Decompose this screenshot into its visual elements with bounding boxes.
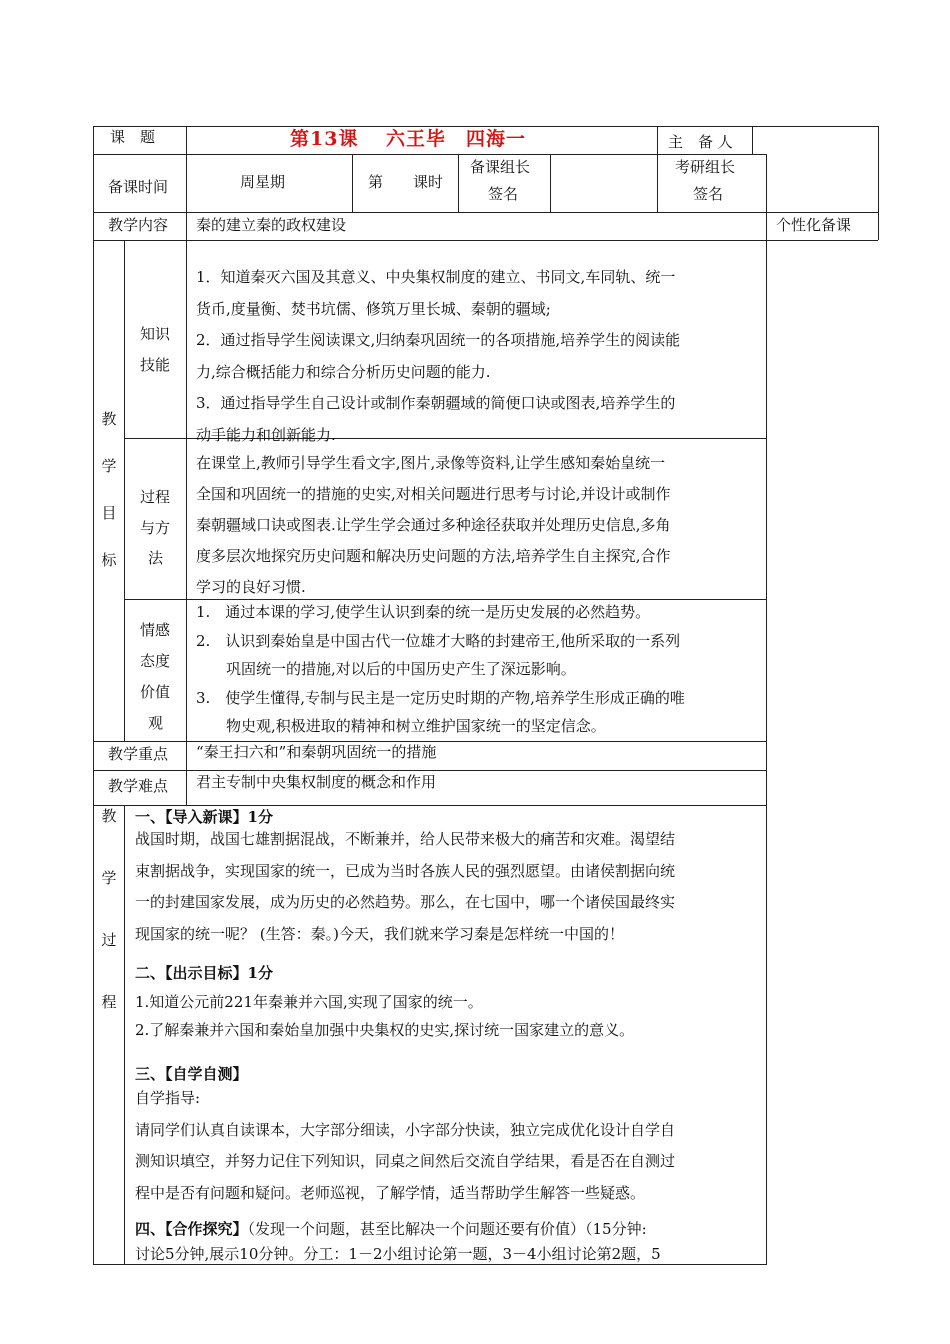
- key-point-label: 教学重点: [108, 745, 169, 763]
- col-line-a: [186, 126, 187, 212]
- process-text: [196, 448, 671, 603]
- emotion-label-1: 情感: [140, 621, 171, 639]
- prep-time-label: 备课时间: [108, 178, 169, 196]
- section-1-line: 现国家的统一呢？ (生答：秦。)今天，我们就来学习秦是怎样统一中国的！: [135, 924, 624, 943]
- knowledge-line: 动手能力和创新能力.: [196, 425, 336, 444]
- emotion-line: 巩固统一的措施,对以后的中国历史产生了深远影响。: [196, 660, 576, 678]
- objectives-label-char: 目: [101, 504, 117, 522]
- section-2-line: 1.知道公元前221年秦兼并六国,实现了国家的统一。: [135, 993, 483, 1011]
- section-3-line: 自学指导:: [135, 1089, 201, 1107]
- week-label: 周星期: [240, 173, 286, 191]
- section-4-heading: 四、【合作探究】（发现一个问题，甚至比解决一个问题还要有价值）（15分钟:: [135, 1220, 647, 1238]
- process-section-label: [97, 806, 121, 1054]
- process-line: 在课堂上,教师引导学生看文字,图片,录像等资料,让学生感知秦始皇统一: [196, 454, 666, 472]
- process-line: 全国和巩固统一的措施的史实,对相关问题进行思考与讨论,并设计或制作: [196, 485, 671, 503]
- knowledge-label-1: 知识: [140, 325, 171, 343]
- col-line-g: [186, 212, 187, 240]
- section-2-text: [135, 988, 634, 1044]
- section-3-line: 测知识填空，并努力记住下列知识，同桌之间然后交流自学结果，看是否在自测过: [135, 1152, 676, 1170]
- section-1-line: 战国时期，战国七雄割据混战，不断兼并，给人民带来极大的痛苦和灾难。渴望结: [135, 830, 676, 848]
- process-label-2: 与方: [140, 519, 171, 537]
- process-line: 学习的良好习惯.: [196, 578, 306, 596]
- section-4-line: 讨论5分钟,展示10分钟。分工：1－2小组讨论第一题，3－4小组讨论第2题，5: [135, 1245, 661, 1263]
- section-3-line: 请同学们认真自读课本，大字部分细读，小字部分快读，独立完成优化设计自学自: [135, 1120, 676, 1139]
- row-line-2: [93, 212, 878, 213]
- knowledge-text: [196, 262, 680, 451]
- group-leader-label-1: 备课组长: [470, 158, 531, 176]
- row-line-3: [93, 240, 878, 241]
- objectives-label-char: 教: [101, 410, 117, 428]
- row-line-7: [93, 770, 767, 771]
- col-line-h: [124, 240, 125, 741]
- process-section-label-char: 学: [101, 869, 117, 887]
- process-line: 度多层次地探究历史问题和解决历史问题的方法,培养学生自主探究,合作: [196, 547, 671, 565]
- objectives-label-char: 标: [101, 551, 117, 569]
- section-3-heading: 三、【自学自测】: [135, 1065, 248, 1083]
- group-leader-label-2: 签名: [488, 185, 519, 203]
- section-4-text: [135, 1240, 661, 1268]
- border-left: [93, 126, 94, 1264]
- section-1-text: [135, 824, 675, 950]
- content-label: 教学内容: [108, 216, 169, 234]
- border-right: [878, 126, 879, 240]
- emotion-line: 物史观,积极进取的精神和树立维护国家统一的坚定信念。: [196, 717, 606, 735]
- emotion-line: 3. 使学生懂得,专制与民主是一定历史时期的产物,培养学生形成正确的唯: [196, 688, 685, 707]
- col-line-main-right: [766, 154, 767, 1264]
- col-line-f: [752, 126, 753, 154]
- process-section-label-char: 教: [101, 807, 117, 825]
- personal-prep-label: 个性化备课: [776, 216, 852, 234]
- col-line-j: [186, 741, 187, 805]
- col-line-c: [458, 154, 459, 212]
- section-3-text: [135, 1083, 675, 1209]
- emotion-line: 1. 通过本课的学习,使学生认识到秦的统一是历史发展的必然趋势。: [196, 603, 651, 621]
- preparer-label: 主 备 人: [668, 133, 733, 151]
- process-label-1: 过程: [140, 488, 171, 506]
- objectives-label: [97, 396, 121, 584]
- section-1-heading: 一、【导入新课】1分: [135, 808, 273, 826]
- process-label-3: 法: [148, 549, 164, 567]
- content-value: 秦的建立秦的政权建设: [196, 216, 347, 234]
- col-line-d: [550, 154, 551, 212]
- row-line-8: [93, 805, 767, 806]
- section-2-line: 2.了解秦兼并六国和秦始皇加强中央集权的史实,探讨统一国家建立的意义。: [135, 1021, 635, 1039]
- difficulty-value: 君主专制中央集权制度的概念和作用: [196, 773, 437, 791]
- knowledge-line: 力,综合概括能力和综合分析历史问题的能力.: [196, 362, 491, 381]
- col-line-e: [657, 126, 658, 212]
- key-point-value: “秦王扫六和”和秦朝巩固统一的措施: [196, 743, 437, 761]
- research-leader-label-2: 签名: [693, 185, 724, 203]
- section-1-line: 一的封建国家发展，成为历史的必然趋势。那么，在七国中，哪一个诸侯国最终实: [135, 893, 676, 911]
- emotion-text: [196, 598, 685, 741]
- process-section-label-char: 过: [101, 931, 117, 949]
- section-1-line: 束割据战争，实现国家的统一，已成为当时各族人民的强烈愿望。由诸侯割据向统: [135, 861, 676, 880]
- knowledge-line: 2．通过指导学生阅读课文,归纳秦巩固统一的各项措施,培养学生的阅读能: [196, 331, 681, 349]
- section-3-line: 程中是否有问题和疑问。老师巡视，了解学情，适当帮助学生解答一些疑惑。: [135, 1183, 646, 1202]
- lesson-title: 第13课 六王毕 四海一: [290, 128, 527, 150]
- col-line-b: [352, 154, 353, 212]
- objectives-label-char: 学: [101, 457, 117, 475]
- emotion-label-4: 观: [148, 714, 164, 732]
- emotion-label-3: 价值: [140, 683, 171, 701]
- border-top: [93, 126, 878, 127]
- section-2-heading: 二、【出示目标】1分: [135, 964, 273, 982]
- difficulty-label: 教学难点: [108, 777, 169, 795]
- emotion-label-2: 态度: [140, 652, 171, 670]
- period-label: 第 课时: [368, 173, 444, 191]
- research-leader-label-1: 考研组长: [675, 158, 736, 176]
- process-section-label-char: 程: [101, 993, 117, 1011]
- row-line-1: [93, 154, 766, 155]
- col-line-i: [186, 240, 187, 741]
- knowledge-line: 3．通过指导学生自己设计或制作秦朝疆域的简便口诀或图表,培养学生的: [196, 394, 676, 412]
- col-line-k: [124, 805, 125, 1264]
- knowledge-line: 货币,度量衡、焚书坑儒、修筑万里长城、秦朝的疆域;: [196, 299, 551, 318]
- knowledge-label-2: 技能: [140, 356, 171, 374]
- emotion-line: 2. 认识到秦始皇是中国古代一位雄才大略的封建帝王,他所采取的一系列: [196, 631, 681, 650]
- process-line: 秦朝疆域口诀或图表.让学生学会通过多种途径获取并处理历史信息,多角: [196, 516, 671, 534]
- lesson-label: 课 题: [110, 128, 156, 146]
- knowledge-line: 1．知道秦灭六国及其意义、中央集权制度的建立、书同文,车同轨、统一: [196, 268, 676, 286]
